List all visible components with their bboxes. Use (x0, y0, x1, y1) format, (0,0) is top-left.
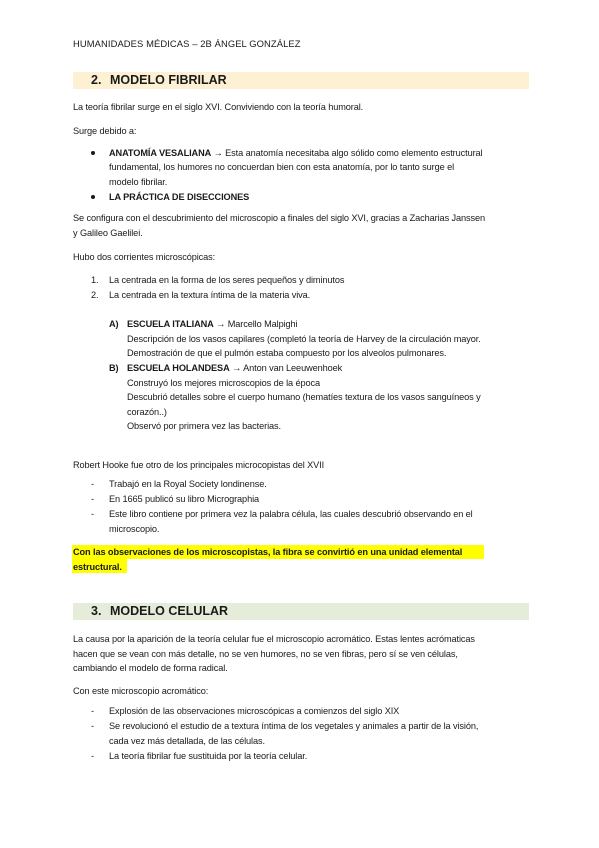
section-number: 2. (91, 73, 102, 87)
list-item: Trabajó en la Royal Society londinense. (109, 479, 267, 489)
dash-marker: - (91, 721, 95, 731)
bullet-text: Esta anatomía necesitaba algo sólido como elemento estructural (225, 148, 483, 158)
dash-marker: - (91, 751, 95, 761)
list-item: La teoría fibrilar fue sustituida por la teoría celular. (109, 751, 308, 761)
list-item: La centrada en la forma de los seres pequeños y diminutos (109, 275, 345, 285)
list-item: Se revolucionó el estudio de a textura íntima de los vegetales y animales a partir de la visión, (109, 721, 479, 731)
bullet-heading: ANATOMÍA VESALIANA (109, 148, 212, 158)
school-detail: Construyó los mejores microscopios de la época (127, 378, 321, 388)
paragraph-line: cambiando el modelo de forma radical. (73, 663, 228, 673)
section-3-label: Con este microscopio acromático: (73, 686, 209, 696)
page-header: HUMANIDADES MÉDICAS – 2B ÁNGEL GONZÁLEZ (73, 38, 301, 49)
school-person: Anton van Leeuwenhoek (243, 363, 343, 373)
bullet-heading: LA PRÁCTICA DE DISECCIONES (109, 192, 250, 202)
highlighted-text: estructural. (73, 562, 122, 572)
highlighted-text: Con las observaciones de los microscopistas, la fibra se convirtió en una unidad elemental (73, 547, 463, 557)
list-item: Este libro contiene por primera vez la palabra célula, las cuales descubrió observando en el (109, 509, 473, 519)
dash-marker: - (91, 494, 95, 504)
section-3-heading (73, 603, 529, 620)
list-item: Explosión de las observaciones microscópicas a comienzos del siglo XIX (109, 706, 400, 716)
list-item: cada vez más detallada, de las células. (109, 736, 265, 746)
bullet-icon (91, 151, 95, 155)
school-name: ESCUELA HOLANDESA (127, 363, 230, 373)
bullet-item (109, 147, 482, 159)
list-marker: A) (109, 319, 119, 329)
dash-marker: - (91, 479, 95, 489)
paragraph-line: La causa por la aparición de la teoría celular fue el microscopio acromático. Estas lentes acrómaticas (73, 634, 475, 644)
school-detail: Descripción de los vasos capilares (completó la teoría de Harvey de la circulación mayor. (127, 334, 481, 344)
school-detail: Descubrió detalles sobre el cuerpo humano (hematíes textura de los vasos sanguíneos y (127, 392, 481, 402)
section-title: MODELO CELULAR (110, 604, 229, 618)
school-detail: Demostración de que el pulmón estaba compuesto por los alveolos pulmonares. (127, 348, 447, 358)
list-marker: B) (109, 363, 119, 373)
bullet-text: modelo fibrilar. (109, 177, 168, 187)
arrow-right-icon: → (232, 363, 242, 373)
list-marker: 1. (91, 275, 99, 285)
list-item: En 1665 publicó su libro Micrographia (109, 494, 260, 504)
section-2-heading (73, 72, 529, 89)
arrow-right-icon: → (213, 148, 223, 158)
dash-marker: - (91, 706, 95, 716)
paragraph-line: y Galileo Gaelilei. (73, 228, 143, 238)
dash-marker: - (91, 509, 95, 519)
list-item: microscopio. (109, 524, 160, 534)
paragraph-line: Se configura con el descubrimiento del microscopio a finales del siglo XVI, gracias a Zacharias Janssen (73, 213, 486, 223)
hooke-intro: Robert Hooke fue otro de los principales microcopistas del XVII (73, 460, 325, 470)
school-detail: Observó por primera vez las bacterias. (127, 421, 281, 431)
school-heading (127, 362, 342, 374)
corrientes-label: Hubo dos corrientes microscópicas: (73, 252, 216, 262)
section-title: MODELO FIBRILAR (110, 73, 227, 87)
paragraph-line: hacen que se vean con más detalle, no se ven humores, no se ven fibras, pero sí se ven células, (73, 649, 458, 659)
list-item: La centrada en la textura íntima de la materia viva. (109, 290, 311, 300)
bullet-icon (91, 195, 95, 199)
bullet-text: fundamental, los humores no concuerdan bien con esta anatomía, por lo tanto surge el (109, 162, 455, 172)
section-2-intro: La teoría fibrilar surge en el siglo XVI. Conviviendo con la teoría humoral. (73, 102, 364, 112)
school-detail: corazón..) (127, 407, 167, 417)
school-heading (127, 318, 298, 330)
school-name: ESCUELA ITALIANA (127, 319, 214, 329)
surge-label: Surge debido a: (73, 126, 137, 136)
list-marker: 2. (91, 290, 99, 300)
school-person: Marcello Malpighi (227, 319, 298, 329)
arrow-right-icon: → (216, 319, 226, 329)
section-number: 3. (91, 604, 102, 618)
